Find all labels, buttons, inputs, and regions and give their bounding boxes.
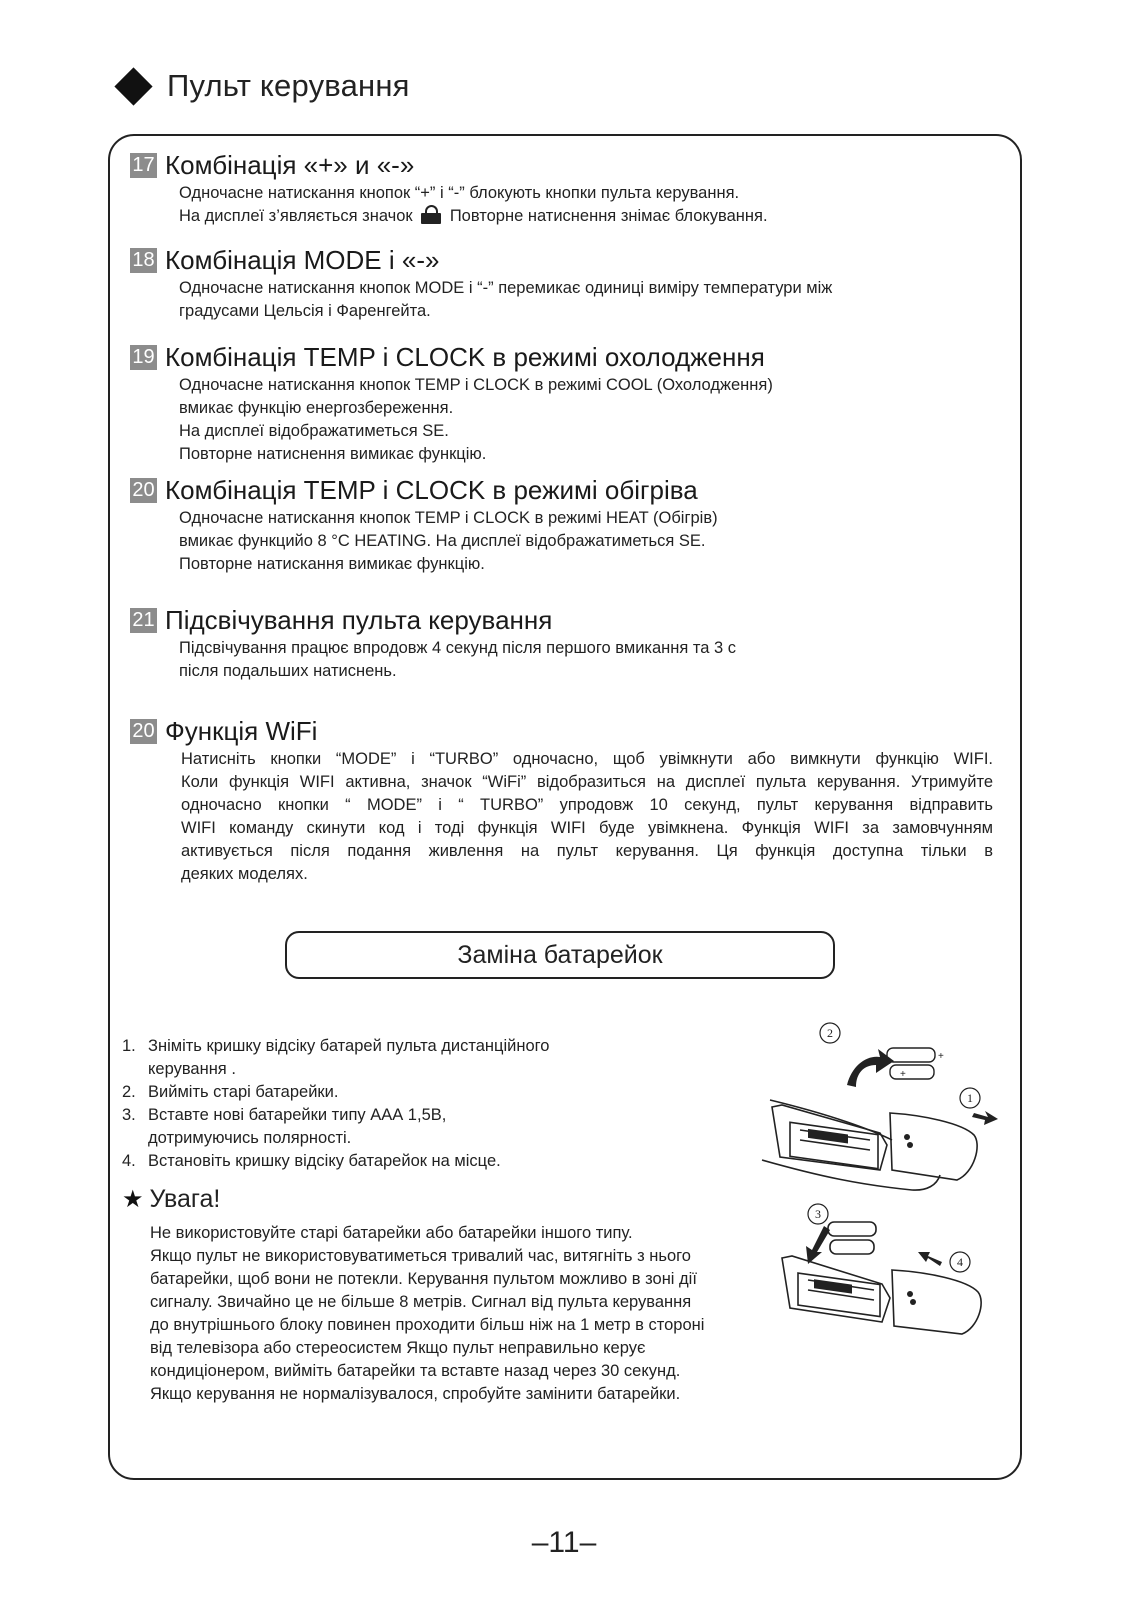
section-17	[130, 150, 1010, 228]
warning-line: Якщо керування не нормалізувалося, спробуйте замінити батарейки.	[150, 1385, 681, 1403]
section-18	[130, 245, 1010, 323]
step-number: 2.	[122, 1083, 136, 1101]
section-line: Повторне натиснення вимикає функцію.	[179, 445, 487, 463]
section-20-heat	[130, 475, 1010, 576]
list-item	[122, 1035, 549, 1081]
section-line: вмикає функцийо 8 °C HEATING. На дисплеї відображатиметься SE.	[179, 532, 706, 550]
callout-1: 1	[967, 1091, 973, 1105]
step-line: Вийміть старі батарейки.	[148, 1083, 339, 1101]
diamond-icon	[114, 67, 152, 105]
page-title: Пульт керування	[167, 68, 410, 103]
list-item	[122, 1081, 549, 1104]
section-line: Одночасне натискання кнопок MODE і “-” перемикає одиниці виміру температури між	[179, 279, 833, 297]
wifi-line: активується після подання живлення на пульт керування. Ця функція доступна тільки в	[181, 842, 993, 860]
section-line: Підсвічування працює впродовж 4 секунд після першого вмикання та 3 с	[179, 639, 737, 657]
section-title: Підсвічування пульта керування	[165, 604, 553, 635]
section-line-lock	[179, 205, 1010, 228]
warning-line: до внутрішнього блоку повинен проходити більш ніж на 1 метр в стороні	[150, 1316, 705, 1334]
warning-line: від телевізора або стереосистем Якщо пульт неправильно керує	[150, 1339, 646, 1357]
section-number: 17	[130, 153, 157, 178]
warning-text	[150, 1222, 704, 1406]
warning-line: Не використовуйте старі батарейки або батарейки іншого типу.	[150, 1224, 633, 1242]
section-title: Функція WiFi	[165, 715, 318, 746]
section-line: Повторне натискання вимикає функцію.	[179, 555, 485, 573]
lock-line-before: На дисплеї з’являється значок	[179, 207, 413, 225]
step-line: Вставте нові батарейки типу ААА 1,5В,	[148, 1106, 447, 1124]
section-title: Комбінація TEMP і CLOCK в режимі охолодження	[165, 341, 765, 372]
step-number: 3.	[122, 1106, 136, 1124]
warning-line: кондиціонером, вийміть батарейки та вставте назад через 30 секунд.	[150, 1362, 681, 1380]
section-number: 19	[130, 345, 157, 370]
svg-text:+: +	[900, 1069, 906, 1080]
battery-steps	[122, 1035, 549, 1173]
section-line: На дисплеї відображатиметься SE.	[179, 422, 449, 440]
svg-text:+: +	[938, 1051, 944, 1062]
wifi-line: одночасно кнопки “ MODE” і “ TURBO” упродовж 10 секунд, пульт керування відправить	[181, 796, 993, 814]
step-line: Встановіть кришку відсіку батарейок на місце.	[148, 1152, 501, 1170]
star-icon: ★	[122, 1185, 144, 1213]
lock-icon	[421, 205, 441, 223]
section-line: після подальших натиснень.	[179, 662, 397, 680]
step-line: Зніміть кришку відсіку батарей пульта дистанційного	[148, 1037, 550, 1055]
battery-removal-illustration	[752, 1026, 1012, 1205]
callout-3: 3	[815, 1207, 821, 1221]
wifi-line: Коли функція WIFI активна, значок “WiFi” відобразиться на дисплеї пульта керування. Утримуйте	[181, 773, 993, 791]
section-line: Одночасне натискання кнопок “+” і “-” блокують кнопки пульта керування.	[179, 184, 740, 202]
warning-line: сигналу. Звичайно це не більше 8 метрів. Сигнал від пульта керування	[150, 1293, 692, 1311]
step-number: 4.	[122, 1152, 136, 1170]
section-line: Одночасне натискання кнопок TEMP і CLOCK в режимі COOL (Охолодження)	[179, 376, 773, 394]
section-19	[130, 342, 1010, 466]
section-number: 20	[130, 478, 157, 503]
wifi-line: WIFI команду скинути код і тоді функція WIFI буде увімкнена. Функція WIFI за замовчунням	[181, 819, 993, 837]
page-header	[114, 66, 410, 106]
battery-section-title: Заміна батарейок	[285, 931, 835, 979]
wifi-line: деяких моделях.	[181, 865, 308, 883]
section-line: градусами Цельсія і Фаренгейта.	[179, 302, 431, 320]
list-item	[122, 1150, 549, 1173]
section-number: 20	[130, 719, 157, 744]
callout-2: 2	[827, 1026, 833, 1040]
warning-line: Якщо пульт не використовуватиметься тривалий час, витягніть з нього	[150, 1247, 691, 1265]
step-line: керування .	[148, 1060, 236, 1078]
battery-insertion-illustration	[762, 1208, 1012, 1348]
section-number: 21	[130, 608, 157, 633]
warning-line: батарейки, щоб вони не потекли. Керування пультом можливо в зоні дії	[150, 1270, 697, 1288]
section-title: Комбінація TEMP і CLOCK в режимі обігріва	[165, 474, 698, 505]
section-title: Комбінація «+» и «-»	[165, 149, 415, 180]
step-line: дотримуючись полярності.	[148, 1129, 352, 1147]
callout-4: 4	[957, 1255, 963, 1269]
wifi-line: Натисніть кнопки “MODE” і “TURBO” одночасно, щоб увімкнути або вимкнути функцію WIFI.	[181, 750, 993, 768]
section-title: Комбінація MODE і «-»	[165, 244, 440, 275]
page-number: –11–	[531, 1526, 597, 1559]
section-line: Одночасне натискання кнопок TEMP і CLOCK в режимі HEAT (Обігрів)	[179, 509, 718, 527]
section-line: вмикає функцію енергозбереження.	[179, 399, 454, 417]
page-number-value: 11	[548, 1526, 580, 1559]
section-wifi	[130, 716, 1010, 886]
list-item	[122, 1104, 549, 1150]
attention-heading	[122, 1182, 220, 1216]
lock-line-after: Повторне натиснення знімає блокування.	[449, 207, 768, 225]
section-number: 18	[130, 248, 157, 273]
attention-title: Увага!	[149, 1184, 221, 1213]
step-number: 1.	[122, 1037, 136, 1055]
section-21	[130, 605, 1010, 683]
